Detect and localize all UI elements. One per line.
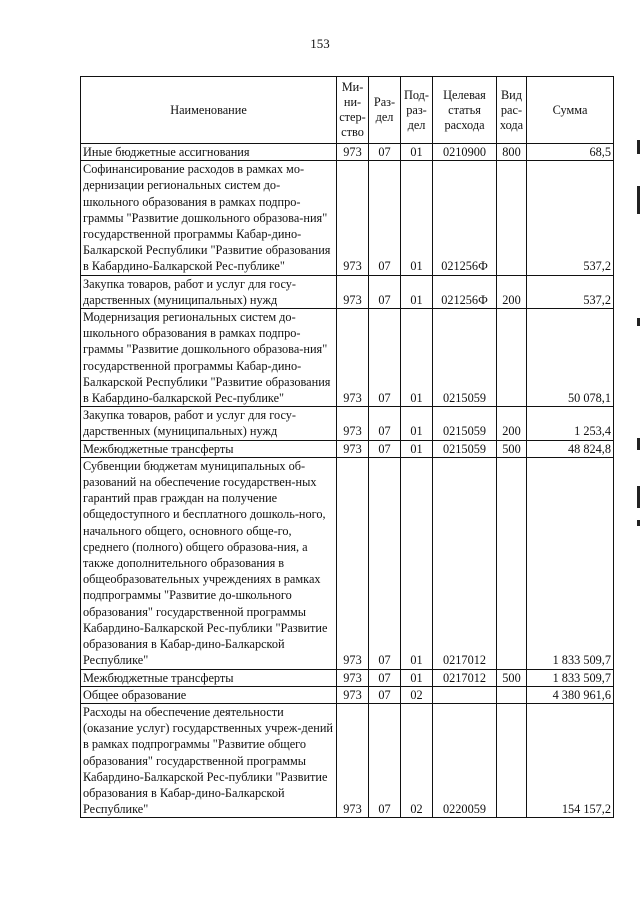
table-row [81,144,614,161]
cell-name: Модернизация региональных систем до-школьного образования в рамках подпро-граммы "Развитие дошкольного образова-ния" государственной программы Кабар-дино-Балкарской Республики "Развитие образования в Кабардино-балкарской Рес-публике" [81,309,337,407]
cell-name: Иные бюджетные ассигнования [81,144,337,161]
cell-subsection: 01 [401,457,433,669]
cell-amount: 154 157,2 [527,703,614,817]
cell-kind: 500 [497,669,527,686]
cell-kind: 500 [497,440,527,457]
cell-section: 07 [369,669,401,686]
cell-kind [497,309,527,407]
budget-table [80,76,614,818]
cell-amount: 1 833 509,7 [527,669,614,686]
cell-target: 0215059 [433,309,497,407]
cell-section: 07 [369,161,401,275]
cell-section: 07 [369,686,401,703]
cell-amount: 1 833 509,7 [527,457,614,669]
cell-ministry: 973 [337,275,369,308]
cell-kind: 200 [497,275,527,308]
cell-name: Закупка товаров, работ и услуг для госу-дарственных (муниципальных) нужд [81,275,337,308]
cell-ministry: 973 [337,161,369,275]
cell-kind: 200 [497,407,527,440]
cell-section: 07 [369,407,401,440]
cell-name: Расходы на обеспечение деятельности (оказание услуг) государственных учреж-дений в рамках подпрограммы "Развитие общего образования" государственной программы Кабардино-Балкарской Рес-публики "Развитие образования в Кабар-дино-Балкарской Республике" [81,703,337,817]
cell-kind [497,703,527,817]
cell-ministry: 973 [337,669,369,686]
header-ministry: Ми-ни-стер-ство [337,77,369,144]
cell-ministry: 973 [337,440,369,457]
table-row [81,275,614,308]
cell-ministry: 973 [337,686,369,703]
cell-section: 07 [369,440,401,457]
cell-kind: 800 [497,144,527,161]
table-row [81,669,614,686]
cell-amount: 537,2 [527,275,614,308]
cell-section: 07 [369,275,401,308]
page-number: 153 [310,36,330,51]
table-row [81,440,614,457]
cell-subsection: 01 [401,161,433,275]
cell-amount: 1 253,4 [527,407,614,440]
cell-target: 0210900 [433,144,497,161]
cell-subsection: 02 [401,703,433,817]
cell-subsection: 01 [401,669,433,686]
cell-subsection: 01 [401,440,433,457]
cell-ministry: 973 [337,407,369,440]
header-kind: Вид рас-хода [497,77,527,144]
cell-section: 07 [369,703,401,817]
cell-target: 021256Ф [433,161,497,275]
cell-amount: 50 078,1 [527,309,614,407]
cell-name: Субвенции бюджетам муниципальных об-разований на обеспечение государствен-ных гарантий прав граждан на получение общедоступного и бесплатного дошколь-ного, начального общего, основного обще-го, среднего (полного) общего образова-ния, а также дополнительного образования в общеобразовательных учреждениях в рамках подпрограммы "Развитие до-школьного образования" государственной программы Кабардино-Балкарской Рес-публики "Развитие образования в Кабар-дино-Балкарской Республике" [81,457,337,669]
cell-name: Межбюджетные трансферты [81,440,337,457]
table-row [81,686,614,703]
cell-section: 07 [369,144,401,161]
cell-target [433,686,497,703]
cell-target: 0220059 [433,703,497,817]
header-section: Раз-дел [369,77,401,144]
cell-name: Межбюджетные трансферты [81,669,337,686]
cell-subsection: 01 [401,144,433,161]
header-target: Целевая статья расхода [433,77,497,144]
table-row [81,407,614,440]
cell-subsection: 02 [401,686,433,703]
table-row [81,703,614,817]
table-header-row [81,77,614,144]
cell-target: 0215059 [433,440,497,457]
header-name: Наименование [81,77,337,144]
cell-amount: 537,2 [527,161,614,275]
table-row [81,309,614,407]
cell-amount: 68,5 [527,144,614,161]
cell-target: 021256Ф [433,275,497,308]
header-subsection: Под-раз-дел [401,77,433,144]
cell-name: Софинансирование расходов в рамках мо-дернизации региональных систем до-школьного образования в рамках подпро-граммы "Развитие дошкольного образова-ния" государственной программы Кабар-дино-Балкарской Республики "Развитие образования в Кабардино-Балкарской Рес-публике" [81,161,337,275]
cell-subsection: 01 [401,407,433,440]
table-row [81,161,614,275]
cell-ministry: 973 [337,144,369,161]
table-row [81,457,614,669]
cell-kind [497,686,527,703]
cell-ministry: 973 [337,457,369,669]
header-amount: Сумма [527,77,614,144]
cell-ministry: 973 [337,703,369,817]
cell-amount: 48 824,8 [527,440,614,457]
cell-ministry: 973 [337,309,369,407]
cell-kind [497,457,527,669]
cell-kind [497,161,527,275]
cell-target: 0217012 [433,669,497,686]
cell-subsection: 01 [401,275,433,308]
cell-name: Общее образование [81,686,337,703]
cell-amount: 4 380 961,6 [527,686,614,703]
table-body [81,144,614,818]
cell-name: Закупка товаров, работ и услуг для госу-дарственных (муниципальных) нужд [81,407,337,440]
cell-section: 07 [369,309,401,407]
cell-target: 0215059 [433,407,497,440]
cell-target: 0217012 [433,457,497,669]
cell-subsection: 01 [401,309,433,407]
cell-section: 07 [369,457,401,669]
